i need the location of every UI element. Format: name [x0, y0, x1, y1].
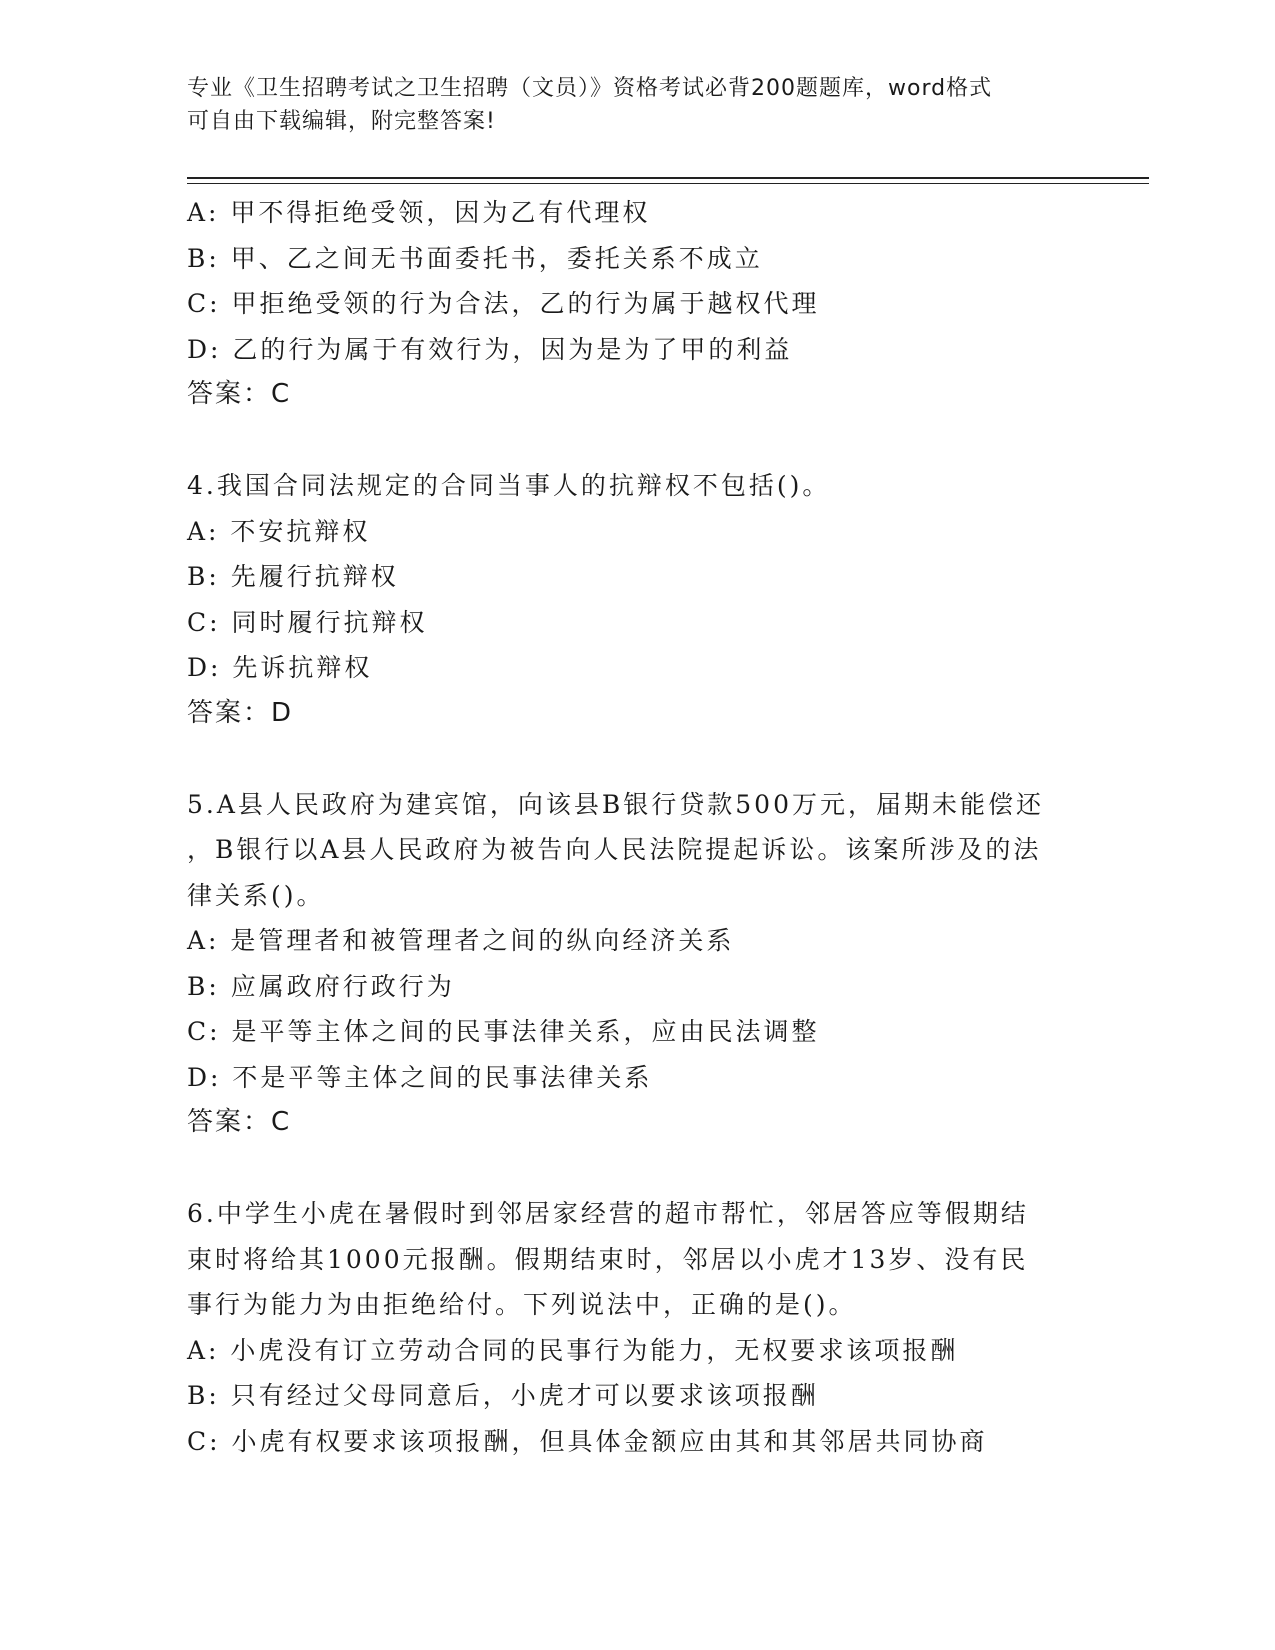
q5-stem-line: ，B银行以A县人民政府为被告向人民法院提起诉讼。该案所涉及的法: [187, 835, 1042, 864]
q3-option-b: B: 甲、乙之间无书面委托书，委托关系不成立: [187, 243, 763, 273]
q4-answer: 答案：D: [187, 697, 294, 728]
q3-answer: 答案：C: [187, 379, 292, 409]
header-divider-thick: [187, 177, 1149, 179]
q5-stem-line: 律关系()。: [187, 880, 325, 910]
q4-stem-line: 4.我国合同法规定的合同当事人的抗辩权不包括()。: [187, 471, 831, 500]
header-divider-thin: [187, 183, 1149, 184]
q5-stem-line: 5.A县人民政府为建宾馆，向该县B银行贷款500万元，届期未能偿还: [187, 789, 1044, 819]
q4-option-a: A: 不安抗辩权: [187, 516, 371, 546]
q3-option-a: A: 甲不得拒绝受领，因为乙有代理权: [187, 198, 651, 227]
q4-option-c: C: 同时履行抗辩权: [187, 607, 428, 637]
header-title-line-1: 专业《卫生招聘考试之卫生招聘（文员）》资格考试必背200题题库，word格式: [187, 76, 993, 101]
q6-stem-line: 事行为能力为由拒绝给付。下列说法中，正确的是()。: [187, 1290, 857, 1319]
q5-option-d: D: 不是平等主体之间的民事法律关系: [187, 1062, 653, 1092]
q5-option-b: B: 应属政府行政行为: [187, 971, 455, 1001]
q6-option-a: A: 小虎没有订立劳动合同的民事行为能力，无权要求该项报酬: [187, 1335, 959, 1365]
header-title-line-2: 可自由下载编辑，附完整答案!: [187, 109, 496, 134]
q6-stem-line: 6.中学生小虎在暑假时到邻居家经营的超市帮忙，邻居答应等假期结: [187, 1199, 1029, 1228]
document-header: [187, 72, 1087, 138]
q6-option-c: C: 小虎有权要求该项报酬，但具体金额应由其和其邻居共同协商: [187, 1426, 988, 1456]
question-3: [187, 190, 1087, 418]
q3-option-d: D: 乙的行为属于有效行为，因为是为了甲的利益: [187, 334, 793, 364]
q5-option-c: C: 是平等主体之间的民事法律关系，应由民法调整: [187, 1017, 820, 1046]
spacer: [187, 418, 1087, 464]
question-6: [187, 1191, 1087, 1464]
q4-option-b: B: 先履行抗辩权: [187, 562, 399, 591]
spacer: [187, 736, 1087, 782]
q6-stem-line: 束时将给其1000元报酬。假期结束时，邻居以小虎才13岁、没有民: [187, 1244, 1029, 1274]
q6-option-b: B: 只有经过父母同意后，小虎才可以要求该项报酬: [187, 1381, 819, 1410]
q3-option-c: C: 甲拒绝受领的行为合法，乙的行为属于越权代理: [187, 289, 820, 318]
question-5: [187, 782, 1087, 1146]
spacer: [187, 1146, 1087, 1192]
q4-option-d: D: 先诉抗辩权: [187, 653, 373, 682]
question-4: [187, 463, 1087, 736]
q5-option-a: A: 是管理者和被管理者之间的纵向经济关系: [187, 926, 735, 955]
q5-answer: 答案：C: [187, 1107, 292, 1137]
question-list: [187, 190, 1087, 1464]
